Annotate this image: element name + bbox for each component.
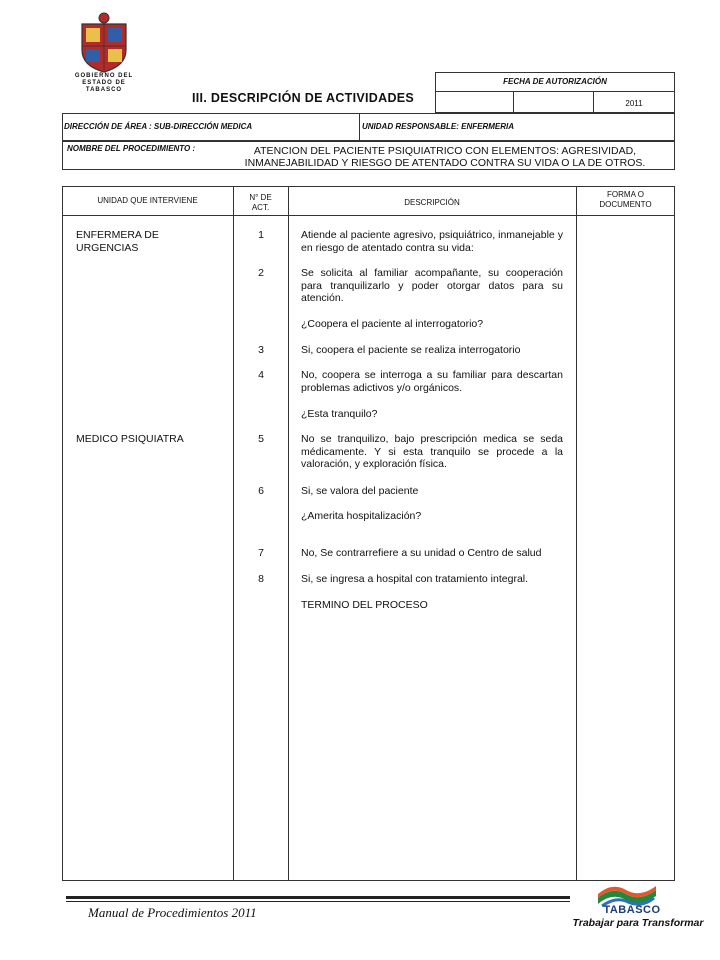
- footer-rule: [66, 896, 570, 899]
- procedimiento-line: INMANEJABILIDAD Y RIESGO DE ATENTADO CONTRA SU VIDA O LA DE OTROS.: [244, 157, 646, 169]
- fecha-autorizacion-label: FECHA DE AUTORIZACIÓN: [503, 77, 607, 86]
- logo-caption-line: GOBIERNO DEL: [74, 73, 134, 79]
- unidad-medico: [76, 433, 184, 446]
- unidad-enfermera: [76, 229, 159, 254]
- process-end: TERMINO DEL PROCESO: [301, 599, 428, 611]
- col-header-num: [233, 193, 288, 213]
- procedimiento-name: [215, 145, 675, 169]
- unidad-line: URGENCIAS: [76, 241, 139, 254]
- manual-footer-text: Manual de Procedimientos 2011: [88, 905, 257, 920]
- decision-question: ¿Esta tranquilo?: [301, 408, 378, 420]
- activity-description: No se tranquilizo, bajo prescripción medica se seda médicamente. Y si esta tranquilo se procede a la valoración, y exploración física.: [301, 433, 563, 470]
- activity-description: Si, se valora del paciente: [301, 485, 419, 497]
- activity-number: 7: [258, 547, 264, 559]
- direccion-area: DIRECCIÓN DE ÁREA : SUB-DIRECCIÓN MEDICA: [64, 122, 253, 131]
- col-header-forma-line: DOCUMENTO: [599, 200, 652, 209]
- col-header-forma-line: FORMA O: [607, 190, 644, 199]
- unidad-line: ENFERMERA DE: [76, 229, 159, 241]
- fecha-year: 2011: [625, 99, 643, 108]
- tabasco-slogan: Trabajar para Transformar: [572, 917, 704, 929]
- decision-question: ¿Coopera el paciente al interrogatorio?: [301, 318, 484, 330]
- activity-description: Si, se ingresa a hospital con tratamiento integral.: [301, 573, 529, 585]
- logo-caption: [66, 73, 142, 94]
- state-coat-of-arms-logo: [76, 12, 132, 74]
- procedimiento-line: ATENCION DEL PACIENTE PSIQUIATRICO CON ELEMENTOS: AGRESIVIDAD,: [253, 145, 637, 157]
- col-header-forma: [576, 190, 675, 210]
- activity-number: 4: [258, 369, 264, 381]
- activity-description: Si, coopera el paciente se realiza interrogatorio: [301, 344, 521, 356]
- activity-description: No, coopera se interroga a su familiar para descartan problemas adictivos y/o orgánicos.: [301, 369, 563, 394]
- activity-description: Atiende al paciente agresivo, psiquiátrico, inmanejable y en riesgo de atentado contra su vida:: [301, 229, 563, 254]
- col-header-num-line: ACT.: [251, 203, 270, 212]
- unidad-line: MEDICO PSIQUIATRA: [76, 433, 184, 445]
- activity-number: 8: [258, 573, 264, 585]
- col-header-descripcion: DESCRIPCIÓN: [404, 198, 460, 207]
- activity-number: 5: [258, 433, 264, 445]
- unidad-responsable: UNIDAD RESPONSABLE: ENFERMERIA: [362, 122, 515, 131]
- activity-description: No, Se contrarrefiere a su unidad o Centro de salud: [301, 547, 542, 559]
- col-header-num-line: N° DE: [249, 193, 272, 202]
- activity-number: 1: [258, 229, 264, 241]
- procedimiento-label: NOMBRE DEL PROCEDIMIENTO :: [67, 144, 196, 153]
- activity-number: 6: [258, 485, 264, 497]
- activity-number: 2: [258, 267, 264, 279]
- activity-number: 3: [258, 344, 264, 356]
- activity-description: Se solicita al familiar acompañante, su cooperación para tranquilizarlo y poder otorgar datos para su atención.: [301, 267, 563, 304]
- col-header-unidad: UNIDAD QUE INTERVIENE: [97, 196, 198, 205]
- tabasco-brand-name: TABASCO: [603, 904, 661, 916]
- decision-question: ¿Amerita hospitalización?: [301, 510, 422, 522]
- logo-caption-line: TABASCO: [85, 87, 123, 93]
- section-title: III. DESCRIPCIÓN DE ACTIVIDADES: [192, 91, 415, 105]
- logo-caption-line: ESTADO DE: [82, 80, 126, 86]
